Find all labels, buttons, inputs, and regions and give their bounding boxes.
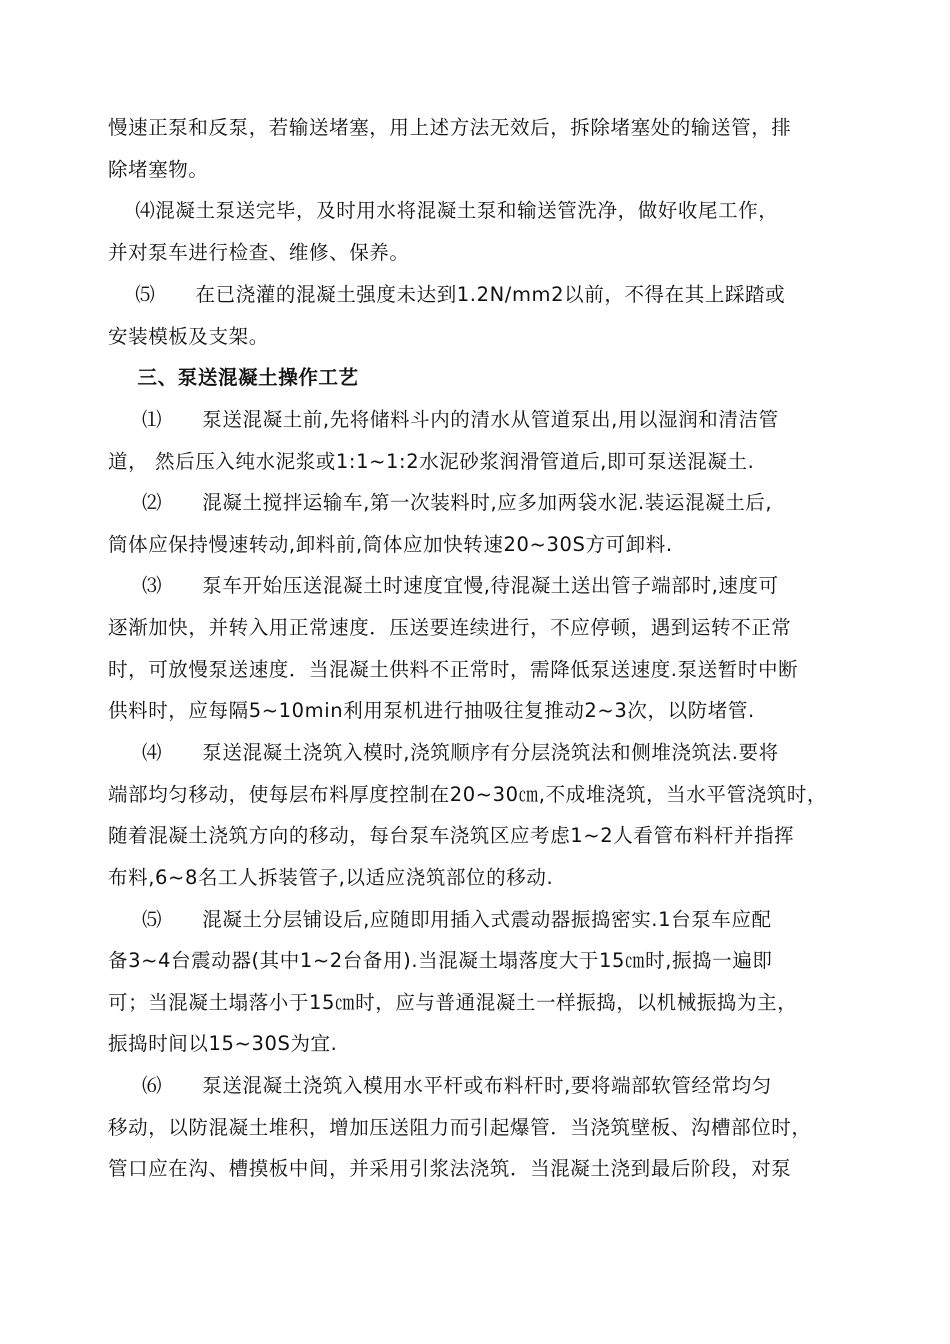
text-line: 供料时，应每隔5~10min利用泵机进行抽吸往复推动2~3次，以防堵管. — [108, 699, 755, 722]
text-line: 管口应在沟、槽摸板中间，并采用引浆法浇筑．当混凝土浇到最后阶段，对泵 — [108, 1157, 792, 1180]
text-line: 可；当混凝土塌落小于15㎝时，应与普通混凝土一样振捣，以机械振捣为主， — [108, 991, 798, 1014]
text-line: 逐渐加快，并转入用正常速度．压送要连续进行，不应停顿，遇到运转不正常 — [108, 616, 792, 639]
section-heading: 三、泵送混凝土操作工艺 — [108, 366, 359, 389]
text-line: 移动，以防混凝土堆积，增加压送阻力而引起爆管．当浇筑壁板、沟槽部位时， — [108, 1116, 812, 1139]
text-line: 布料,6~8名工人拆装管子,以适应浇筑部位的移动. — [108, 866, 554, 889]
text-line: 道， 然后压入纯水泥浆或1:1~1:2水泥砂浆润滑管道后,即可泵送混凝土. — [108, 450, 755, 473]
text-line: ⑷混凝土泵送完毕，及时用水将混凝土泵和输送管洗净，做好收尾工作， — [108, 199, 779, 222]
text-line: 筒体应保持慢速转动,卸料前,筒体应加快转速20~30S方可卸料. — [108, 533, 673, 556]
text-line: 并对泵车进行检查、维修、保养。 — [108, 241, 410, 264]
text-line: ⑸ 在已浇灌的混凝土强度未达到1.2N/mm2以前，不得在其上踩踏或 — [108, 283, 786, 306]
text-line: 振捣时间以15~30S为宜. — [108, 1032, 338, 1055]
text-line: ⑷ 泵送混凝土浇筑入模时,浇筑顺序有分层浇筑法和侧堆浇筑法.要将 — [108, 741, 779, 764]
text-line: ⑵ 混凝土搅拌运输车,第一次装料时,应多加两袋水泥.装运混凝土后, — [108, 491, 773, 514]
text-line: ⑶ 泵车开始压送混凝土时速度宜慢,待混凝土送出管子端部时,速度可 — [108, 574, 779, 597]
text-line: 备3~4台震动器(其中1~2台备用).当混凝土塌落度大于15㎝时,振捣一遍即 — [108, 949, 773, 972]
text-line: 慢速正泵和反泵，若输送堵塞，用上述方法无效后，拆除堵塞处的输送管，排 — [108, 116, 792, 139]
text-line: ⑹ 泵送混凝土浇筑入模用水平杆或布料杆时,要将端部软管经常均匀 — [108, 1074, 772, 1097]
text-line: ⑸ 混凝土分层铺设后,应随即用插入式震动器振捣密实.1台泵车应配 — [108, 908, 772, 931]
text-line: 端部均匀移动，使每层布料厚度控制在20~30㎝,不成堆浇筑，当水平管浇筑时， — [108, 783, 827, 806]
text-line: ⑴ 泵送混凝土前,先将储料斗内的清水从管道泵出,用以湿润和清洁管 — [108, 408, 779, 431]
text-line: 随着混凝土浇筑方向的移动，每台泵车浇筑区应考虑1~2人看管布料杆并指挥 — [108, 824, 795, 847]
text-line: 除堵塞物。 — [108, 158, 209, 181]
text-line: 时，可放慢泵送速度．当混凝土供料不正常时，需降低泵送速度.泵送暂时中断 — [108, 658, 799, 681]
text-line: 安装模板及支架。 — [108, 325, 269, 348]
